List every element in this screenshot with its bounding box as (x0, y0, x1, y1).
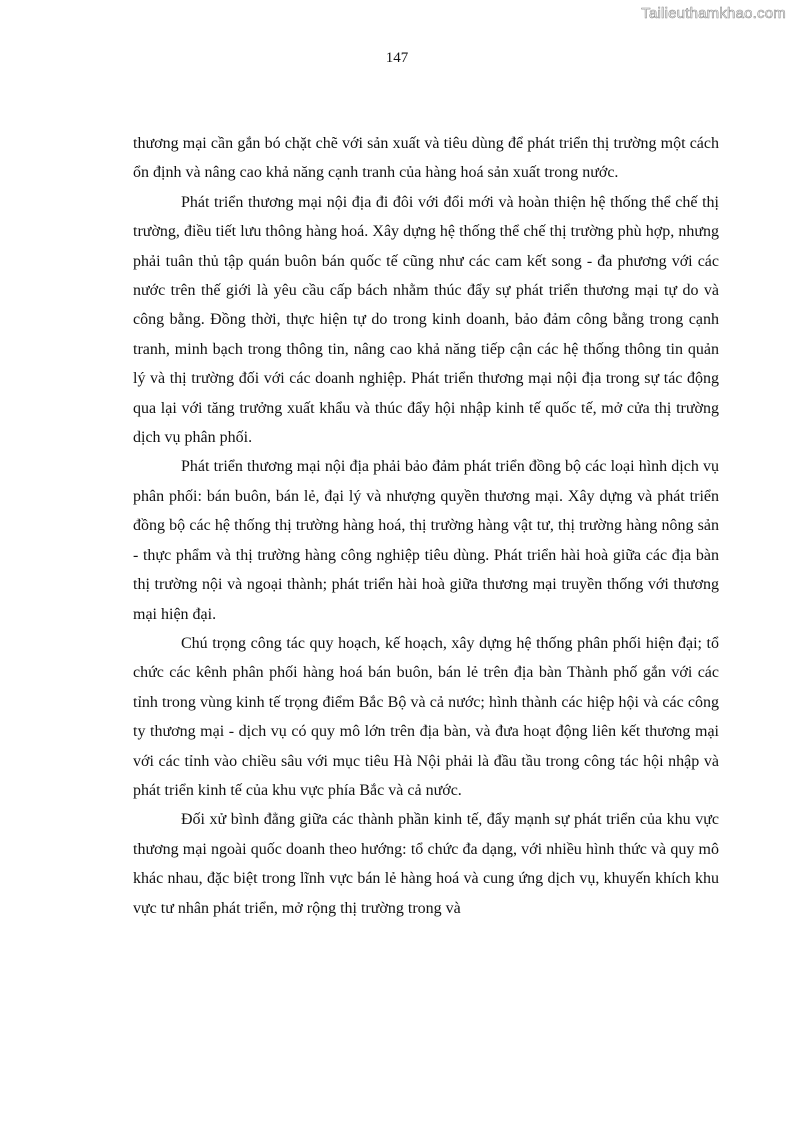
document-body (133, 129, 719, 923)
paragraph-1: thương mại cần gắn bó chặt chẽ với sản xuất và tiêu dùng để phát triển thị trường một cách ổn định và nâng cao khả năng cạnh tranh của hàng hoá sản xuất trong nước. (133, 135, 719, 182)
watermark-text: Tailieuthamkhao.com (641, 5, 786, 22)
paragraph-3: Phát triển thương mại nội địa phải bảo đảm phát triển đồng bộ các loại hình dịch vụ phân phối: bán buôn, bán lẻ, đại lý và nhượng quyền thương mại. Xây dựng và phát triển đồng bộ các hệ thống thị trường hàng hoá, thị trường hàng vật tư, thị trường hàng nông sản - thực phẩm và thị trường hàng công nghiệp tiêu dùng. Phát triển hài hoà giữa các địa bàn thị trường nội và ngoại thành; phát triển hài hoà giữa thương mại truyền thống với thương mại hiện đại. (133, 458, 719, 623)
paragraph-4: Chú trọng công tác quy hoạch, kế hoạch, xây dựng hệ thống phân phối hiện đại; tổ chức các kênh phân phối hàng hoá bán buôn, bán lẻ trên địa bàn Thành phố gắn với các tỉnh trong vùng kinh tế trọng điểm Bắc Bộ và cả nước; hình thành các hiệp hội và các công ty thương mại - dịch vụ có quy mô lớn trên địa bàn, và đưa hoạt động liên kết thương mại với các tỉnh vào chiều sâu với mục tiêu Hà Nội phải là đầu tầu trong công tác hội nhập và phát triển kinh tế của khu vực phía Bắc và cả nước. (133, 634, 719, 799)
paragraph-5: Đối xử bình đẳng giữa các thành phần kinh tế, đẩy mạnh sự phát triển của khu vực thương mại ngoài quốc doanh theo hướng: tổ chức đa dạng, với nhiều hình thức và quy mô khác nhau, đặc biệt trong lĩnh vực bán lẻ hàng hoá và cung ứng dịch vụ, khuyến khích khu vực tư nhân phát triển, mở rộng thị trường trong và (133, 811, 719, 917)
paragraph-2: Phát triển thương mại nội địa đi đôi với đổi mới và hoàn thiện hệ thống thể chế thị trường, điều tiết lưu thông hàng hoá. Xây dựng hệ thống thể chế thị trường phù hợp, nhưng phải tuân thủ tập quán buôn bán quốc tế cũng như các cam kết song - đa phương với các nước trên thế giới là yêu cầu cấp bách nhằm thúc đẩy sự phát triển thương mại tự do và công bằng. Đồng thời, thực hiện tự do trong kinh doanh, bảo đảm công bằng trong cạnh tranh, minh bạch trong thông tin, nâng cao khả năng tiếp cận các hệ thống thông tin quản lý và thị trường đối với các doanh nghiệp. Phát triển thương mại nội địa trong sự tác động qua lại với tăng trưởng xuất khẩu và thúc đẩy hội nhập kinh tế quốc tế, mở cửa thị trường dịch vụ phân phối. (133, 193, 719, 447)
page-number: 147 (385, 50, 409, 66)
